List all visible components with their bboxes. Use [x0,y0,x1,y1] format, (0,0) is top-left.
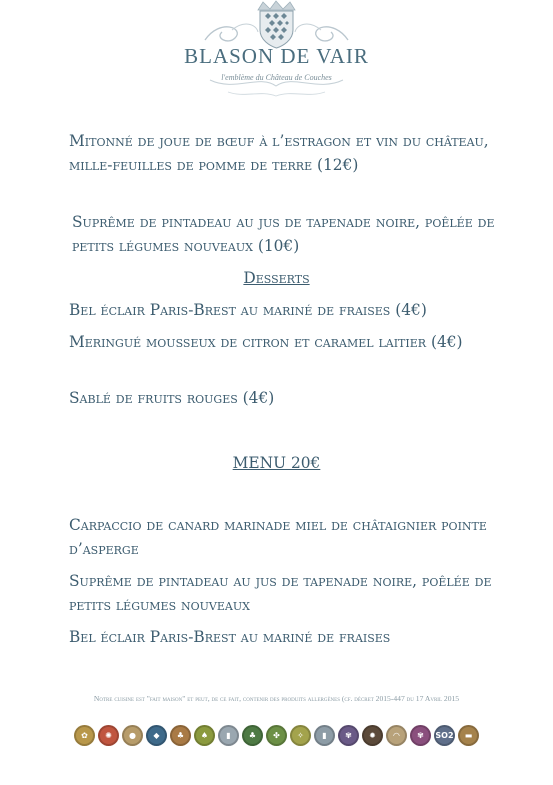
lupin-icon: ✾ [338,725,359,746]
menu-20-heading: MENU 20€ [232,454,321,472]
gluten-wheat-icon: ✿ [74,725,95,746]
soy-icon: ♠ [194,725,215,746]
fish-icon: ◆ [146,725,167,746]
dessert-sable: Sablé de fruits rouges (4€) [69,389,275,407]
shell-icon: ◠ [386,725,407,746]
menu-item-supreme: Suprême de pintadeau au jus de tapenade noire, poêlée de petits légumes nouveaux [69,572,492,614]
milk-icon: ▮ [218,725,239,746]
dish-supreme-pintadeau: Suprême de pintadeau au jus de tapenade noire, poêlée de petits légumes nouveaux (10€) [72,213,495,255]
brand-tagline: l'emblème du Château de Couches [221,73,332,82]
dessert-eclair: Bel éclair Paris-Brest au mariné de fraises (4€) [69,301,427,319]
dessert-meringue: Meringué mousseux de citron et caramel laitier (4€) [69,333,463,351]
allergen-icons [74,725,484,751]
peanut-icon: ♣ [170,725,191,746]
mollusc-icon: ✹ [362,725,383,746]
so2-icon: SO2 [434,725,455,746]
menu-item-eclair: Bel éclair Paris-Brest au mariné de fraises [69,628,391,646]
crustacean-icon: ✺ [98,725,119,746]
egg-icon: ● [122,725,143,746]
dish-joue-de-boeuf: Mitonné de joue de bœuf à l’estragon et vin du château, mille-feuilles de pomme de terre (12€) [69,132,489,174]
menu-item-carpaccio: Carpaccio de canard marinade miel de châtaignier pointe d’asperge [69,516,487,558]
nut-icon: ♣ [242,725,263,746]
bread-icon: ▬ [458,725,479,746]
sesame-icon: ▮ [314,725,335,746]
brand-name: BLASON DE VAIR [184,44,369,68]
sulphite-icon: ✾ [410,725,431,746]
mustard-icon: ✧ [290,725,311,746]
celery-icon: ✤ [266,725,287,746]
allergen-note: Notre cuisine est "fait maison" et peut, de ce fait, contenir des produits allergènes (cf. décret 2015-447 du 17 Avril 2015 [93,694,460,703]
logo [0,0,553,110]
desserts-heading: Desserts [243,269,310,287]
